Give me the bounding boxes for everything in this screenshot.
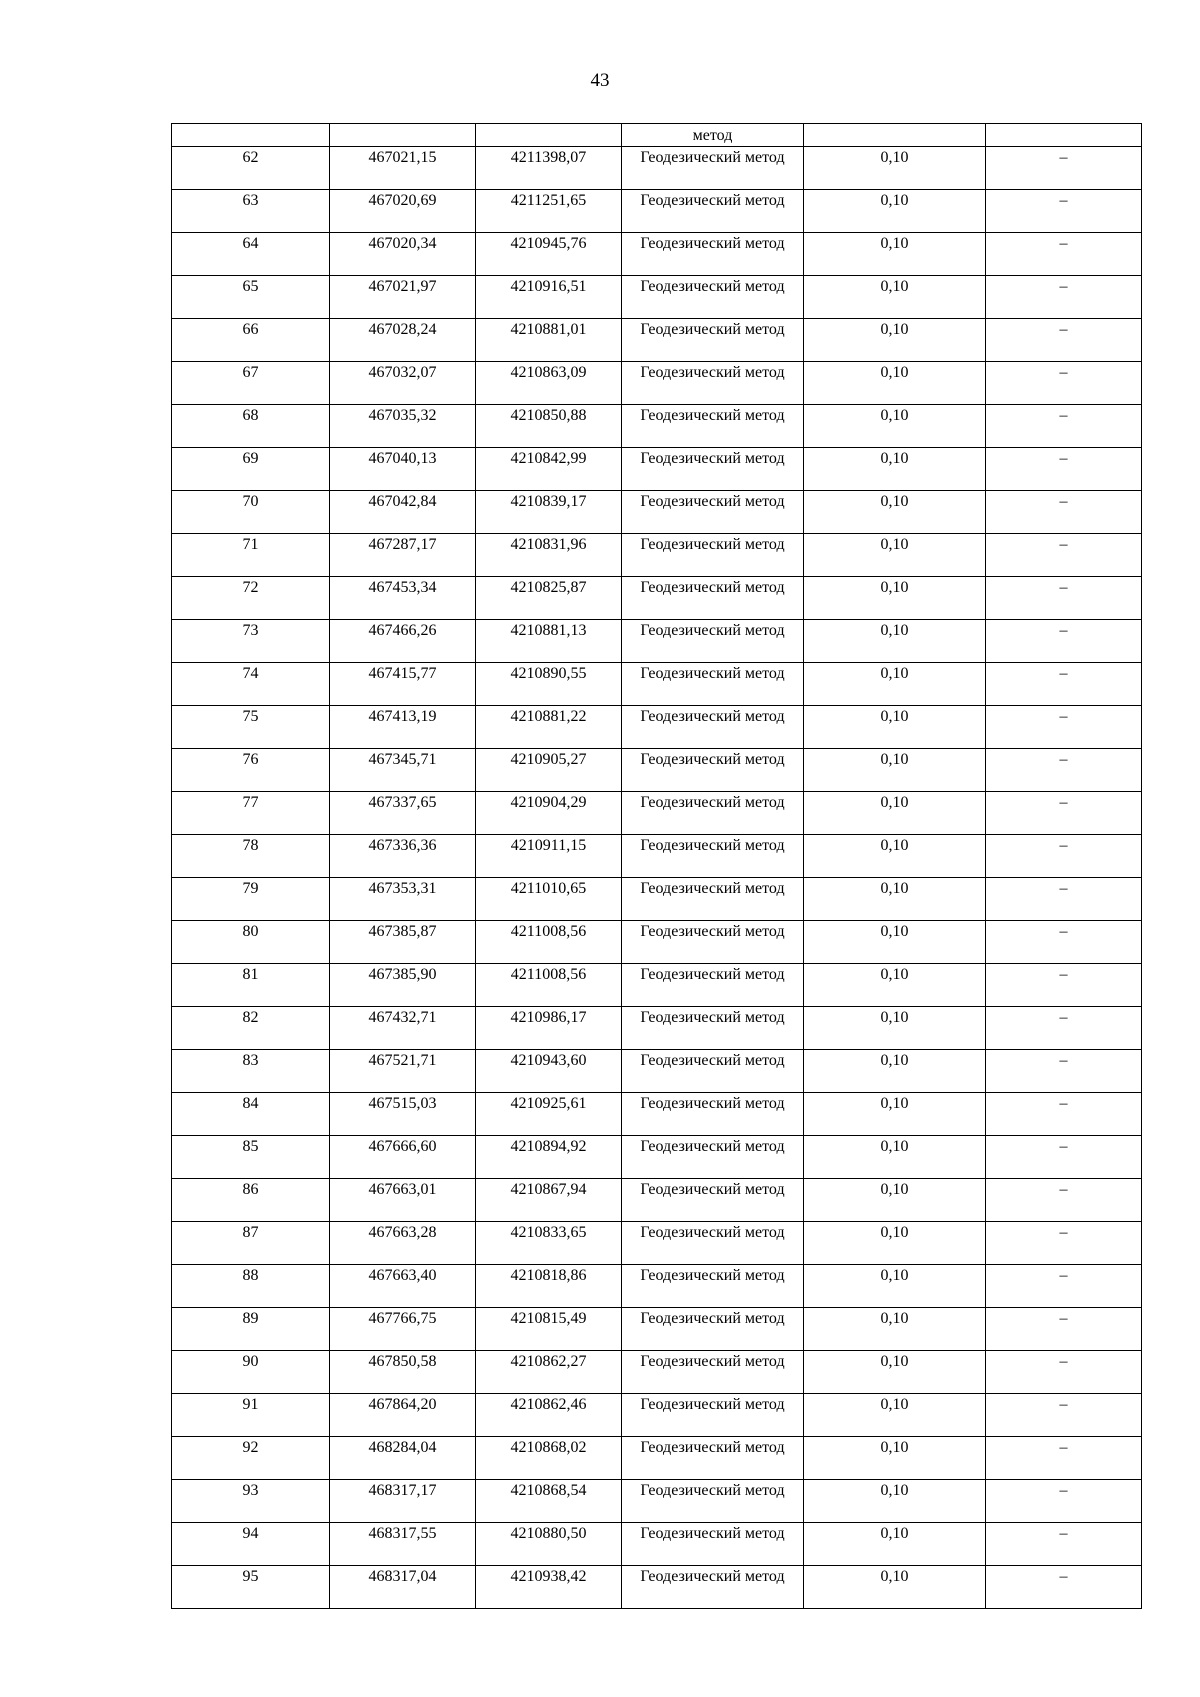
y-coordinate-cell: 4210867,94 <box>476 1179 622 1222</box>
x-coordinate-cell: 467466,26 <box>330 620 476 663</box>
note-cell: – <box>986 663 1142 706</box>
table-row <box>172 878 1142 921</box>
x-coordinate-cell: 467287,17 <box>330 534 476 577</box>
y-coordinate-cell: 4210890,55 <box>476 663 622 706</box>
point-number-cell: 91 <box>172 1394 330 1437</box>
y-coordinate-cell: 4210938,42 <box>476 1566 622 1609</box>
point-number-cell: 79 <box>172 878 330 921</box>
method-cell: Геодезический метод <box>622 1480 804 1523</box>
table-row <box>172 835 1142 878</box>
table-row <box>172 1265 1142 1308</box>
method-cell: Геодезический метод <box>622 1566 804 1609</box>
point-number-cell: 64 <box>172 233 330 276</box>
note-cell: – <box>986 620 1142 663</box>
x-coordinate-cell: 467345,71 <box>330 749 476 792</box>
x-coordinate-cell: 467850,58 <box>330 1351 476 1394</box>
x-coordinate-cell: 467028,24 <box>330 319 476 362</box>
method-cell: Геодезический метод <box>622 835 804 878</box>
table-row <box>172 1179 1142 1222</box>
y-coordinate-cell: 4210868,02 <box>476 1437 622 1480</box>
accuracy-cell: 0,10 <box>804 1007 986 1050</box>
point-number-cell: 63 <box>172 190 330 233</box>
x-coordinate-cell: 467385,90 <box>330 964 476 1007</box>
y-coordinate-cell: 4210881,22 <box>476 706 622 749</box>
page-number: 43 <box>590 70 610 91</box>
note-cell: – <box>986 534 1142 577</box>
table-row <box>172 1007 1142 1050</box>
point-number-cell: 78 <box>172 835 330 878</box>
table-row <box>172 1394 1142 1437</box>
y-coordinate-cell: 4210818,86 <box>476 1265 622 1308</box>
method-cell: Геодезический метод <box>622 1179 804 1222</box>
y-coordinate-cell: 4210868,54 <box>476 1480 622 1523</box>
y-coordinate-cell: 4210862,46 <box>476 1394 622 1437</box>
method-cell: Геодезический метод <box>622 1222 804 1265</box>
note-cell: – <box>986 1050 1142 1093</box>
y-coordinate-cell: 4210880,50 <box>476 1523 622 1566</box>
y-coordinate-cell: 4210881,13 <box>476 620 622 663</box>
y-coordinate-cell: 4210862,27 <box>476 1351 622 1394</box>
note-cell: – <box>986 921 1142 964</box>
accuracy-cell: 0,10 <box>804 1394 986 1437</box>
note-cell: – <box>986 1351 1142 1394</box>
accuracy-cell: 0,10 <box>804 792 986 835</box>
table-row <box>172 663 1142 706</box>
point-number-cell: 74 <box>172 663 330 706</box>
table-row <box>172 1566 1142 1609</box>
point-number-cell: 62 <box>172 147 330 190</box>
table-row <box>172 534 1142 577</box>
x-coordinate-cell: 468317,04 <box>330 1566 476 1609</box>
note-cell: – <box>986 749 1142 792</box>
accuracy-cell: 0,10 <box>804 1050 986 1093</box>
accuracy-cell: 0,10 <box>804 1566 986 1609</box>
table-row <box>172 319 1142 362</box>
y-coordinate-cell: 4211008,56 <box>476 921 622 964</box>
x-coordinate-cell: 467663,40 <box>330 1265 476 1308</box>
accuracy-cell: 0,10 <box>804 878 986 921</box>
method-cell: Геодезический метод <box>622 319 804 362</box>
point-number-cell: 73 <box>172 620 330 663</box>
x-coordinate-cell: 467413,19 <box>330 706 476 749</box>
note-cell: – <box>986 1394 1142 1437</box>
note-cell: – <box>986 362 1142 405</box>
method-cell: Геодезический метод <box>622 706 804 749</box>
continued-cell-x <box>330 124 476 147</box>
note-cell: – <box>986 1566 1142 1609</box>
note-cell: – <box>986 448 1142 491</box>
point-number-cell: 82 <box>172 1007 330 1050</box>
accuracy-cell: 0,10 <box>804 319 986 362</box>
method-cell: Геодезический метод <box>622 1136 804 1179</box>
accuracy-cell: 0,10 <box>804 1437 986 1480</box>
point-number-cell: 70 <box>172 491 330 534</box>
x-coordinate-cell: 467864,20 <box>330 1394 476 1437</box>
x-coordinate-cell: 467353,31 <box>330 878 476 921</box>
note-cell: – <box>986 405 1142 448</box>
accuracy-cell: 0,10 <box>804 233 986 276</box>
x-coordinate-cell: 467032,07 <box>330 362 476 405</box>
note-cell: – <box>986 964 1142 1007</box>
point-number-cell: 89 <box>172 1308 330 1351</box>
continued-cell-y <box>476 124 622 147</box>
y-coordinate-cell: 4210842,99 <box>476 448 622 491</box>
y-coordinate-cell: 4210911,15 <box>476 835 622 878</box>
note-cell: – <box>986 147 1142 190</box>
accuracy-cell: 0,10 <box>804 534 986 577</box>
method-cell: Геодезический метод <box>622 1394 804 1437</box>
note-cell: – <box>986 190 1142 233</box>
x-coordinate-cell: 467663,28 <box>330 1222 476 1265</box>
method-cell: Геодезический метод <box>622 534 804 577</box>
method-cell: Геодезический метод <box>622 190 804 233</box>
y-coordinate-cell: 4210904,29 <box>476 792 622 835</box>
continued-cell-number <box>172 124 330 147</box>
x-coordinate-cell: 468317,55 <box>330 1523 476 1566</box>
x-coordinate-cell: 467453,34 <box>330 577 476 620</box>
accuracy-cell: 0,10 <box>804 276 986 319</box>
method-cell: Геодезический метод <box>622 1437 804 1480</box>
accuracy-cell: 0,10 <box>804 663 986 706</box>
accuracy-cell: 0,10 <box>804 1222 986 1265</box>
continued-cell-method: метод <box>622 124 804 147</box>
accuracy-cell: 0,10 <box>804 405 986 448</box>
accuracy-cell: 0,10 <box>804 1093 986 1136</box>
table-row <box>172 1222 1142 1265</box>
x-coordinate-cell: 467336,36 <box>330 835 476 878</box>
y-coordinate-cell: 4210850,88 <box>476 405 622 448</box>
accuracy-cell: 0,10 <box>804 921 986 964</box>
method-cell: Геодезический метод <box>622 405 804 448</box>
table-row <box>172 1050 1142 1093</box>
accuracy-cell: 0,10 <box>804 491 986 534</box>
point-number-cell: 66 <box>172 319 330 362</box>
note-cell: – <box>986 1523 1142 1566</box>
method-cell: Геодезический метод <box>622 1265 804 1308</box>
point-number-cell: 87 <box>172 1222 330 1265</box>
point-number-cell: 85 <box>172 1136 330 1179</box>
accuracy-cell: 0,10 <box>804 1523 986 1566</box>
accuracy-cell: 0,10 <box>804 1265 986 1308</box>
method-cell: Геодезический метод <box>622 1093 804 1136</box>
accuracy-cell: 0,10 <box>804 190 986 233</box>
note-cell: – <box>986 792 1142 835</box>
x-coordinate-cell: 467515,03 <box>330 1093 476 1136</box>
point-number-cell: 68 <box>172 405 330 448</box>
accuracy-cell: 0,10 <box>804 749 986 792</box>
method-cell: Геодезический метод <box>622 233 804 276</box>
method-cell: Геодезический метод <box>622 878 804 921</box>
table-row <box>172 792 1142 835</box>
accuracy-cell: 0,10 <box>804 362 986 405</box>
y-coordinate-cell: 4210831,96 <box>476 534 622 577</box>
accuracy-cell: 0,10 <box>804 1136 986 1179</box>
method-cell: Геодезический метод <box>622 921 804 964</box>
x-coordinate-cell: 467020,34 <box>330 233 476 276</box>
point-number-cell: 76 <box>172 749 330 792</box>
y-coordinate-cell: 4210905,27 <box>476 749 622 792</box>
note-cell: – <box>986 577 1142 620</box>
point-number-cell: 72 <box>172 577 330 620</box>
table-row <box>172 706 1142 749</box>
method-cell: Геодезический метод <box>622 663 804 706</box>
x-coordinate-cell: 467432,71 <box>330 1007 476 1050</box>
x-coordinate-cell: 467040,13 <box>330 448 476 491</box>
x-coordinate-cell: 467521,71 <box>330 1050 476 1093</box>
x-coordinate-cell: 467021,97 <box>330 276 476 319</box>
y-coordinate-cell: 4210833,65 <box>476 1222 622 1265</box>
accuracy-cell: 0,10 <box>804 706 986 749</box>
method-cell: Геодезический метод <box>622 276 804 319</box>
table-row <box>172 921 1142 964</box>
y-coordinate-cell: 4210881,01 <box>476 319 622 362</box>
method-cell: Геодезический метод <box>622 147 804 190</box>
y-coordinate-cell: 4210986,17 <box>476 1007 622 1050</box>
note-cell: – <box>986 706 1142 749</box>
y-coordinate-cell: 4210894,92 <box>476 1136 622 1179</box>
y-coordinate-cell: 4210839,17 <box>476 491 622 534</box>
y-coordinate-cell: 4210916,51 <box>476 276 622 319</box>
method-cell: Геодезический метод <box>622 1007 804 1050</box>
y-coordinate-cell: 4211008,56 <box>476 964 622 1007</box>
method-cell: Геодезический метод <box>622 448 804 491</box>
point-number-cell: 86 <box>172 1179 330 1222</box>
table-row <box>172 448 1142 491</box>
table-row <box>172 1351 1142 1394</box>
continued-row <box>172 124 1142 147</box>
accuracy-cell: 0,10 <box>804 1308 986 1351</box>
point-number-cell: 90 <box>172 1351 330 1394</box>
note-cell: – <box>986 319 1142 362</box>
note-cell: – <box>986 1222 1142 1265</box>
y-coordinate-cell: 4210943,60 <box>476 1050 622 1093</box>
x-coordinate-cell: 467337,65 <box>330 792 476 835</box>
method-cell: Геодезический метод <box>622 1523 804 1566</box>
note-cell: – <box>986 276 1142 319</box>
table-row <box>172 620 1142 663</box>
point-number-cell: 77 <box>172 792 330 835</box>
y-coordinate-cell: 4210945,76 <box>476 233 622 276</box>
method-cell: Геодезический метод <box>622 491 804 534</box>
method-cell: Геодезический метод <box>622 1050 804 1093</box>
table-row <box>172 276 1142 319</box>
note-cell: – <box>986 233 1142 276</box>
x-coordinate-cell: 467766,75 <box>330 1308 476 1351</box>
y-coordinate-cell: 4210863,09 <box>476 362 622 405</box>
accuracy-cell: 0,10 <box>804 620 986 663</box>
table-row <box>172 190 1142 233</box>
note-cell: – <box>986 835 1142 878</box>
point-number-cell: 69 <box>172 448 330 491</box>
point-number-cell: 71 <box>172 534 330 577</box>
method-cell: Геодезический метод <box>622 362 804 405</box>
note-cell: – <box>986 1480 1142 1523</box>
table-row <box>172 1480 1142 1523</box>
table-row <box>172 749 1142 792</box>
x-coordinate-cell: 468284,04 <box>330 1437 476 1480</box>
x-coordinate-cell: 467035,32 <box>330 405 476 448</box>
y-coordinate-cell: 4211398,07 <box>476 147 622 190</box>
method-cell: Геодезический метод <box>622 1351 804 1394</box>
accuracy-cell: 0,10 <box>804 448 986 491</box>
point-number-cell: 83 <box>172 1050 330 1093</box>
point-number-cell: 80 <box>172 921 330 964</box>
x-coordinate-cell: 467666,60 <box>330 1136 476 1179</box>
y-coordinate-cell: 4211251,65 <box>476 190 622 233</box>
point-number-cell: 93 <box>172 1480 330 1523</box>
table-row <box>172 577 1142 620</box>
note-cell: – <box>986 1265 1142 1308</box>
x-coordinate-cell: 467042,84 <box>330 491 476 534</box>
y-coordinate-cell: 4210925,61 <box>476 1093 622 1136</box>
note-cell: – <box>986 1007 1142 1050</box>
method-cell: Геодезический метод <box>622 577 804 620</box>
continued-cell-note <box>986 124 1142 147</box>
y-coordinate-cell: 4211010,65 <box>476 878 622 921</box>
note-cell: – <box>986 1136 1142 1179</box>
point-number-cell: 81 <box>172 964 330 1007</box>
y-coordinate-cell: 4210825,87 <box>476 577 622 620</box>
point-number-cell: 67 <box>172 362 330 405</box>
accuracy-cell: 0,10 <box>804 1351 986 1394</box>
point-number-cell: 88 <box>172 1265 330 1308</box>
table-row <box>172 147 1142 190</box>
accuracy-cell: 0,10 <box>804 147 986 190</box>
note-cell: – <box>986 491 1142 534</box>
note-cell: – <box>986 1437 1142 1480</box>
table-row <box>172 1136 1142 1179</box>
accuracy-cell: 0,10 <box>804 835 986 878</box>
table-row <box>172 964 1142 1007</box>
table-row <box>172 405 1142 448</box>
table-row <box>172 1308 1142 1351</box>
table-row <box>172 233 1142 276</box>
accuracy-cell: 0,10 <box>804 1480 986 1523</box>
x-coordinate-cell: 468317,17 <box>330 1480 476 1523</box>
note-cell: – <box>986 1308 1142 1351</box>
x-coordinate-cell: 467415,77 <box>330 663 476 706</box>
x-coordinate-cell: 467020,69 <box>330 190 476 233</box>
method-cell: Геодезический метод <box>622 620 804 663</box>
point-number-cell: 94 <box>172 1523 330 1566</box>
method-cell: Геодезический метод <box>622 1308 804 1351</box>
accuracy-cell: 0,10 <box>804 577 986 620</box>
point-number-cell: 92 <box>172 1437 330 1480</box>
accuracy-cell: 0,10 <box>804 964 986 1007</box>
table-row <box>172 1093 1142 1136</box>
table-row <box>172 491 1142 534</box>
x-coordinate-cell: 467663,01 <box>330 1179 476 1222</box>
note-cell: – <box>986 1093 1142 1136</box>
coordinates-table <box>171 123 1142 1609</box>
y-coordinate-cell: 4210815,49 <box>476 1308 622 1351</box>
point-number-cell: 95 <box>172 1566 330 1609</box>
continued-cell-accuracy <box>804 124 986 147</box>
point-number-cell: 84 <box>172 1093 330 1136</box>
table-row <box>172 362 1142 405</box>
method-cell: Геодезический метод <box>622 749 804 792</box>
x-coordinate-cell: 467021,15 <box>330 147 476 190</box>
point-number-cell: 65 <box>172 276 330 319</box>
table-row <box>172 1523 1142 1566</box>
method-cell: Геодезический метод <box>622 792 804 835</box>
method-cell: Геодезический метод <box>622 964 804 1007</box>
point-number-cell: 75 <box>172 706 330 749</box>
note-cell: – <box>986 878 1142 921</box>
table-row <box>172 1437 1142 1480</box>
coordinates-table-body <box>172 124 1142 1609</box>
note-cell: – <box>986 1179 1142 1222</box>
accuracy-cell: 0,10 <box>804 1179 986 1222</box>
x-coordinate-cell: 467385,87 <box>330 921 476 964</box>
